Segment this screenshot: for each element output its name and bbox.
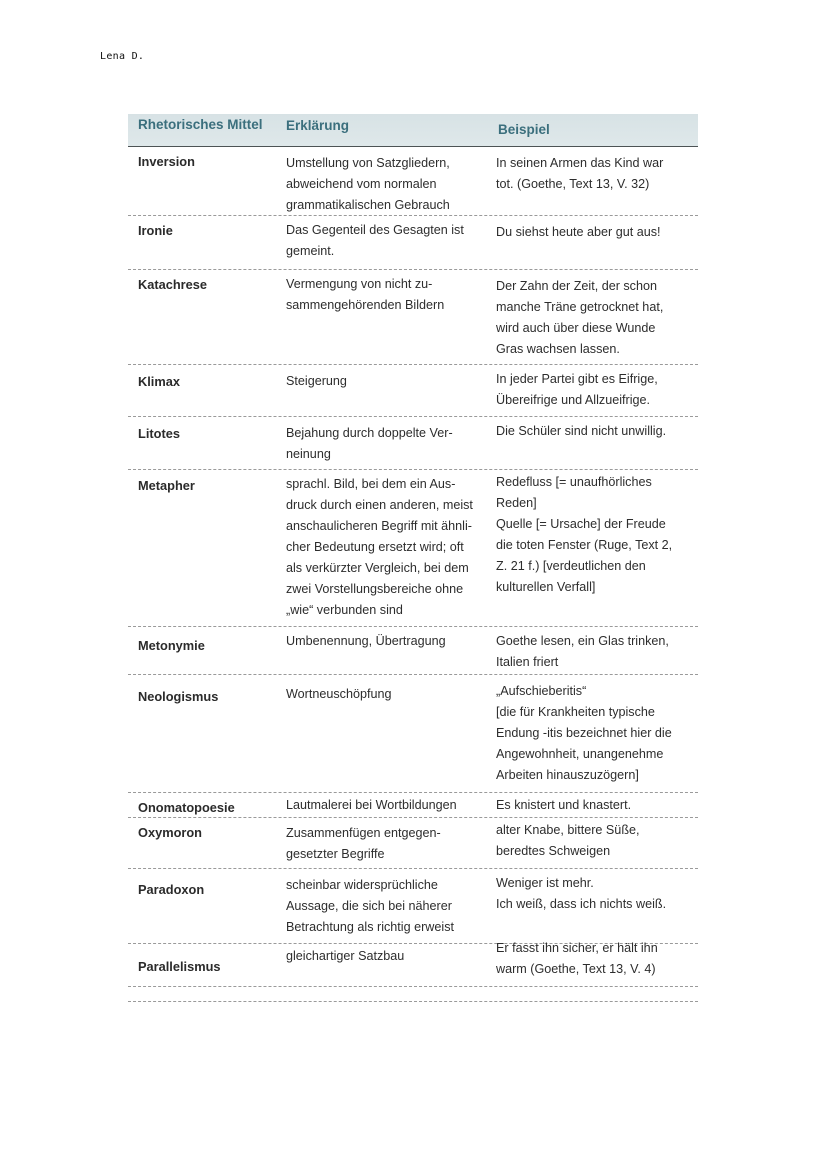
explanation-cell: Zusammenfügen entgegen- gesetzter Begriffe [286, 826, 441, 861]
author-name: Lena D. [100, 51, 145, 62]
term-cell: Parallelismus [138, 959, 221, 974]
table-row [128, 627, 698, 675]
table-row [128, 216, 698, 270]
table-header [128, 114, 698, 147]
table-row [128, 270, 698, 365]
example-cell: Er fasst ihn sicher, er hält ihn warm (Goethe, Text 13, V. 4) [496, 941, 658, 976]
example-cell: „Aufschieberitis“ [die für Krankheiten typische Endung -itis bezeichnet hier die Angewohnheit, unangenehme Arbeiten hinauszuzögern] [496, 684, 672, 782]
example-cell: In jeder Partei gibt es Eifrige, Übereifrige und Allzueifrige. [496, 372, 658, 407]
term-cell: Inversion [138, 154, 195, 169]
table-bottom-rule [128, 987, 698, 1002]
table-row [128, 818, 698, 869]
term-cell: Metapher [138, 478, 195, 493]
table-row [128, 470, 698, 627]
table-row [128, 869, 698, 944]
header-explanation: Erklärung [286, 118, 350, 133]
example-cell: Es knistert und knastert. [496, 798, 632, 812]
header-term: Rhetorisches Mittel [138, 117, 263, 132]
explanation-cell: Lautmalerei bei Wortbildungen [286, 798, 457, 812]
term-cell: Neologismus [138, 689, 219, 704]
table-row [128, 147, 698, 216]
header-example: Beispiel [498, 122, 550, 137]
example-cell: In seinen Armen das Kind war tot. (Goethe, Text 13, V. 32) [496, 156, 664, 191]
table-row [128, 793, 698, 818]
example-cell: Goethe lesen, ein Glas trinken, Italien friert [496, 634, 669, 669]
table-row [128, 941, 698, 987]
explanation-cell: Vermengung von nicht zu- sammengehörenden Bildern [286, 277, 445, 312]
term-cell: Paradoxon [138, 882, 205, 897]
explanation-cell: scheinbar widersprüchliche Aussage, die sich bei näherer Betrachtung als richtig erweist [286, 878, 454, 934]
term-cell: Ironie [138, 223, 173, 238]
term-cell: Oxymoron [138, 825, 202, 840]
table-row [128, 417, 698, 470]
term-cell: Metonymie [138, 638, 205, 653]
example-cell: Redefluss [= unaufhörliches Reden] Quelle [= Ursache] der Freude die toten Fenster (Ruge, Text 2, Z. 21 f.) [verdeutlichen den kulturellen Verfall] [496, 475, 673, 594]
explanation-cell: Umbenennung, Übertragung [286, 634, 446, 648]
explanation-cell: Bejahung durch doppelte Ver- neinung [286, 426, 453, 461]
rhetoric-table [128, 114, 698, 1002]
example-cell: Der Zahn der Zeit, der schon manche Träne getrocknet hat, wird auch über diese Wunde Gras wachsen lassen. [496, 279, 664, 356]
explanation-cell: gleichartiger Satzbau [286, 949, 405, 963]
explanation-cell: Umstellung von Satzgliedern, abweichend vom normalen grammatikalischen Gebrauch [286, 156, 450, 212]
example-cell: alter Knabe, bittere Süße, beredtes Schweigen [496, 823, 640, 858]
explanation-cell: Das Gegenteil des Gesagten ist gemeint. [286, 223, 464, 258]
example-cell: Weniger ist mehr. Ich weiß, dass ich nichts weiß. [496, 876, 667, 911]
example-cell: Du siehst heute aber gut aus! [496, 225, 661, 239]
term-cell: Litotes [138, 426, 180, 441]
term-cell: Katachrese [138, 277, 208, 292]
table-row [128, 675, 698, 793]
example-cell: Die Schüler sind nicht unwillig. [496, 424, 667, 438]
explanation-cell: sprachl. Bild, bei dem ein Aus- druck durch einen anderen, meist anschaulicheren Begriff mit ähnli- cher Bedeutung ersetzt wird; oft als verkürzter Vergleich, bei dem zwei Vorstellungsbereiche ohne „wie“ verbunden sind [286, 477, 473, 617]
term-cell: Klimax [138, 374, 180, 389]
explanation-cell: Steigerung [286, 374, 347, 388]
explanation-cell: Wortneuschöpfung [286, 687, 392, 701]
term-cell: Onomatopoesie [138, 800, 235, 815]
table-row [128, 365, 698, 417]
